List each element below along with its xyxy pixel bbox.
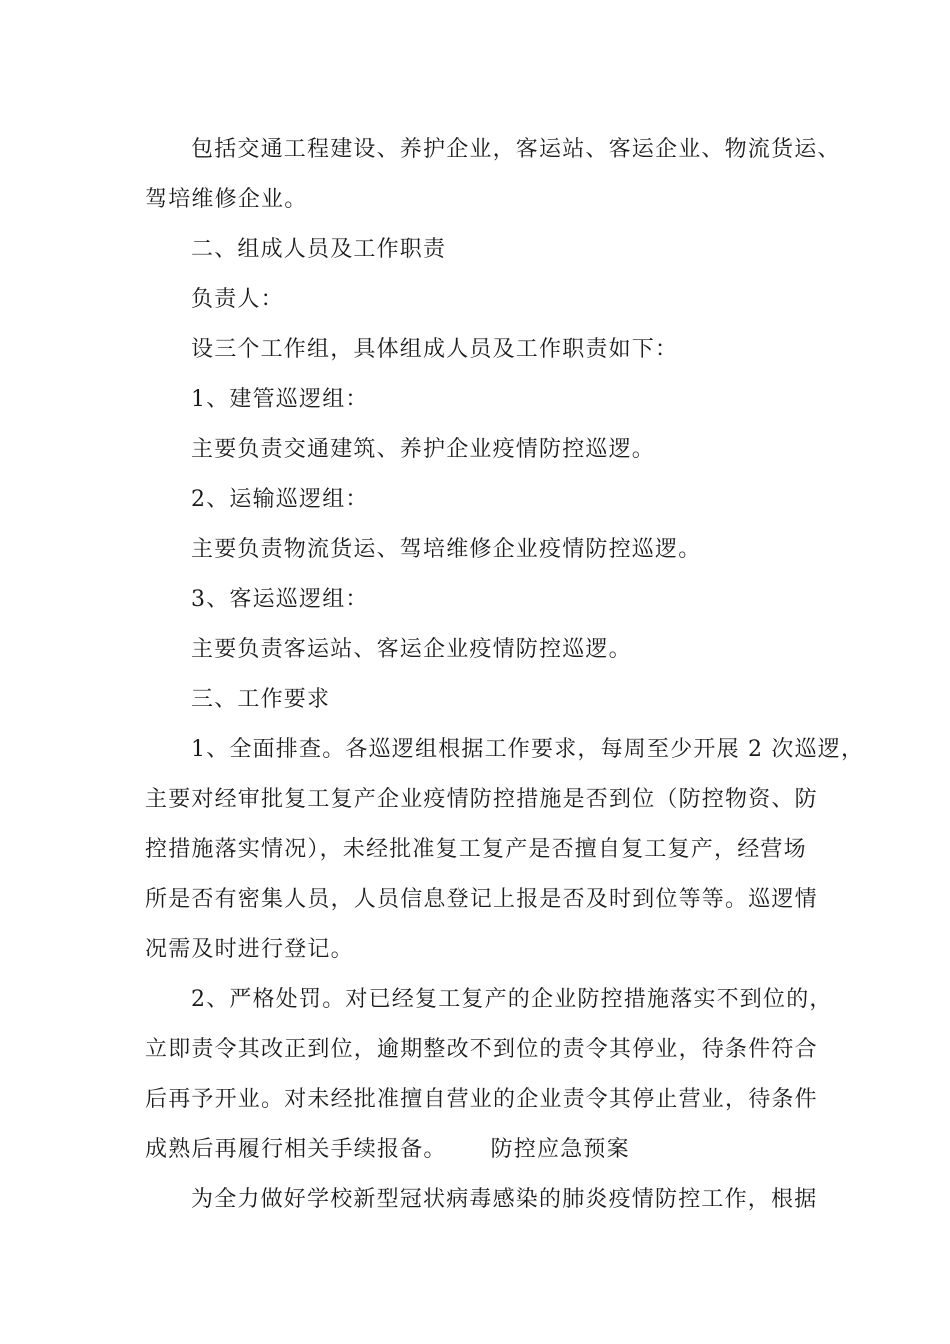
group-2-duty: 主要负责物流货运、驾培维修企业疫情防控巡逻。 xyxy=(191,537,702,562)
work-groups-intro: 设三个工作组，具体组成人员及工作职责如下： xyxy=(191,337,679,362)
group-3-heading: 3、客运巡逻组： xyxy=(191,587,369,612)
requirement-1-line-4: 所是否有密集人员，人员信息登记上报是否及时到位等等。巡逻情 xyxy=(145,887,818,912)
group-1-duty: 主要负责交通建筑、养护企业疫情防控巡逻。 xyxy=(191,437,656,462)
requirement-2-line-3: 后再予开业。对未经批准擅自营业的企业责令其停止营业，待条件 xyxy=(145,1087,818,1112)
group-1-heading: 1、建管巡逻组： xyxy=(191,387,369,412)
paragraph-scope-line-2: 驾培维修企业。 xyxy=(145,187,308,212)
requirement-2-line-1: 2、严格处罚。对已经复工复产的企业防控措施落实不到位的， xyxy=(191,987,833,1012)
requirement-1-line-1: 1、全面排查。各巡逻组根据工作要求，每周至少开展 2 次巡逻， xyxy=(191,737,865,762)
group-3-duty: 主要负责客运站、客运企业疫情防控巡逻。 xyxy=(191,637,632,662)
responsible-person-line: 负责人： xyxy=(191,287,284,312)
requirement-2-line-2: 立即责令其改正到位，逾期整改不到位的责令其停业，待条件符合 xyxy=(145,1037,818,1062)
requirement-1-line-2: 主要对经审批复工复产企业疫情防控措施是否到位（防控物资、防 xyxy=(145,787,818,812)
requirement-1-line-5: 况需及时进行登记。 xyxy=(145,937,354,962)
requirement-2-line-4: 成熟后再履行相关手续报备。 防控应急预案 xyxy=(145,1137,630,1162)
paragraph-scope-line-1: 包括交通工程建设、养护企业，客运站、客运企业、物流货运、 xyxy=(191,137,841,162)
group-2-heading: 2、运输巡逻组： xyxy=(191,487,369,512)
section-heading-2: 二、组成人员及工作职责 xyxy=(191,237,447,262)
section-heading-3: 三、工作要求 xyxy=(191,687,331,712)
plan-title: 防控应急预案 xyxy=(490,1137,630,1162)
requirement-1-line-3: 控措施落实情况），未经批准复工复产是否擅自复工复产，经营场 xyxy=(145,837,807,862)
plan-intro-line: 为全力做好学校新型冠状病毒感染的肺炎疫情防控工作，根据 xyxy=(191,1187,818,1212)
